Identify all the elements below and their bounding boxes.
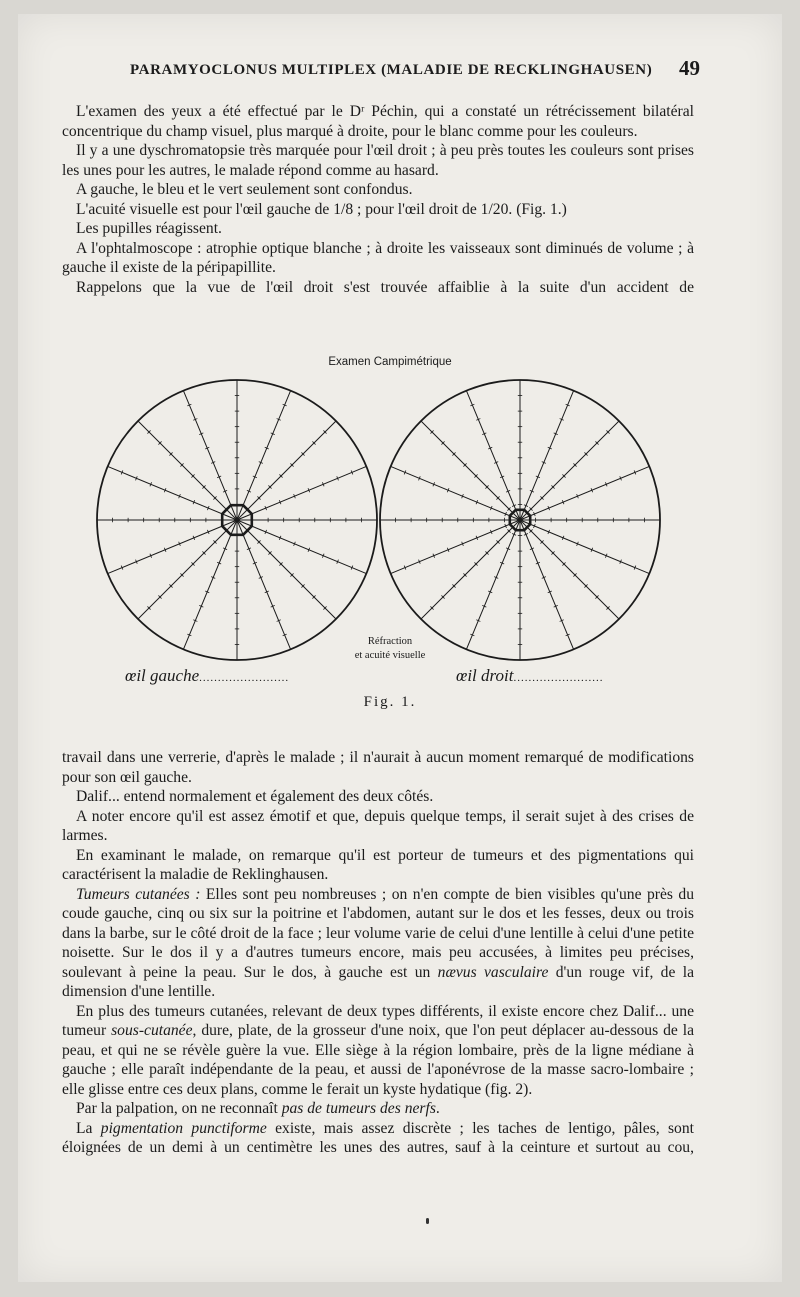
- paragraph-ophthalmoscope: A l'ophtalmoscope : atrophie optique blanche ; à droite les vaisseaux sont diminués de volume ; à gauche il existe de la péripapillite.: [62, 239, 694, 276]
- paragraph-examination: En examinant le malade, on remarque qu'il est porteur de tumeurs et des pigmentations qui caractérisent la maladie de Reklinghausen.: [62, 846, 694, 883]
- meridian-line: [237, 421, 336, 520]
- top-text-block: [62, 102, 694, 297]
- paragraph-left-eye-colors: A gauche, le bleu et le vert seulement sont confondus.: [76, 181, 413, 198]
- bottom-text-block: [62, 748, 694, 1158]
- paragraph-palpation: Par la palpation, on ne reconnaît pas de tumeurs des nerfs.: [76, 1100, 440, 1117]
- paragraph-work-accident: travail dans une verrerie, d'après le malade ; il n'aurait à aucun moment remarqué de modifications pour son œil gauche.: [62, 749, 694, 786]
- paragraph-emotive: A noter encore qu'il est assez émotif et que, depuis quelque temps, il serait sujet à des crises de larmes.: [62, 807, 694, 844]
- running-title: PARAMYOCLONUS MULTIPLEX (MALADIE DE RECKLINGHAUSEN): [130, 62, 653, 78]
- meridian-line: [421, 421, 520, 520]
- figure-caption: Fig. 1.: [363, 694, 417, 710]
- paragraph-visual-acuity: L'acuité visuelle est pour l'œil gauche de 1/8 ; pour l'œil droit de 1/20. (Fig. 1.): [76, 200, 567, 218]
- figure-1: [90, 350, 690, 720]
- meridian-line: [138, 520, 237, 619]
- print-speck: [426, 1218, 429, 1224]
- fixation-point: [518, 518, 522, 522]
- fixation-point: [235, 518, 239, 522]
- paragraph-hearing: Dalif... entend normalement et également des deux côtés.: [76, 788, 434, 805]
- page-number: 49: [679, 56, 700, 80]
- figure-title: Examen Campimétrique: [328, 356, 452, 368]
- meridian-line: [237, 520, 336, 619]
- paragraph-cutaneous-tumors: Tumeurs cutanées : Elles sont peu nombreuses ; on n'en compte de bien visibles qu'une près du coude gauche, cinq ou six sur la poitrine et l'abdomen, autant sur le dos et les fesses, deux ou trois dans la barbe, sur le côté droit de la face ; leur volume varie de celui d'une lentille à celui d'une petite noisette. Sur le dos il y a d'autres tumeurs encore, mais peu accusées, à limites peu précises, soulevant à peine la peau. Sur le dos, à gauche est un nævus vasculaire d'un rouge vif, de la dimension d'une lentille.: [62, 885, 694, 1000]
- paragraph-subcutaneous-tumor: En plus des tumeurs cutanées, relevant de deux types différents, il existe encore chez Dalif... une tumeur sous-cutanée, dure, plate, de la grosseur d'une noix, que l'on peut déplacer au-dessous de la peau, et qui ne se révèle guère la vue. Elle siège à la région lombaire, près de la ligne médiane à gauche ; elle paraît indépendante de la peau, et aussi de l'aponévrose de la masse sacro-lombaire ; elle glisse entre ces deux plans, comme le ferait un kyste hydatique (fig. 2).: [62, 1002, 694, 1098]
- paragraph-eye-exam: L'examen des yeux a été effectué par le Dʳ Péchin, qui a constaté un rétrécissement bilatéral concentrique du champ visuel, plus marqué à droite, pour le blanc comme pour les couleurs.: [62, 103, 694, 140]
- refraction-label: Réfraction et acuité visuelle: [354, 636, 426, 661]
- meridian-line: [520, 520, 619, 619]
- meridian-line: [520, 421, 619, 520]
- meridian-line: [421, 520, 520, 619]
- right-eye-label: œil droit........................: [456, 666, 604, 685]
- paragraph-pupils: Les pupilles réagissent.: [76, 220, 222, 237]
- left-eye-label: œil gauche........................: [125, 666, 290, 685]
- meridian-line: [138, 421, 237, 520]
- right-eye-visual-field-chart: [380, 380, 660, 660]
- running-header: [130, 56, 700, 80]
- paragraph-accident: Rappelons que la vue de l'œil droit s'est trouvée affaiblie à la suite d'un accident de: [76, 278, 694, 296]
- paragraph-dyschromatopsia: Il y a une dyschromatopsie très marquée pour l'œil droit ; à peu près toutes les couleurs sont prises les unes pour les autres, le malade répond comme au hasard.: [62, 142, 694, 179]
- left-eye-visual-field-chart: [97, 380, 377, 660]
- paragraph-pigmentation: La pigmentation punctiforme existe, mais assez discrète ; les taches de lentigo, pâles, sont éloignées de un demi à un centimètre les unes des autres, sauf à la ceinture et surtout au cou,: [62, 1119, 694, 1156]
